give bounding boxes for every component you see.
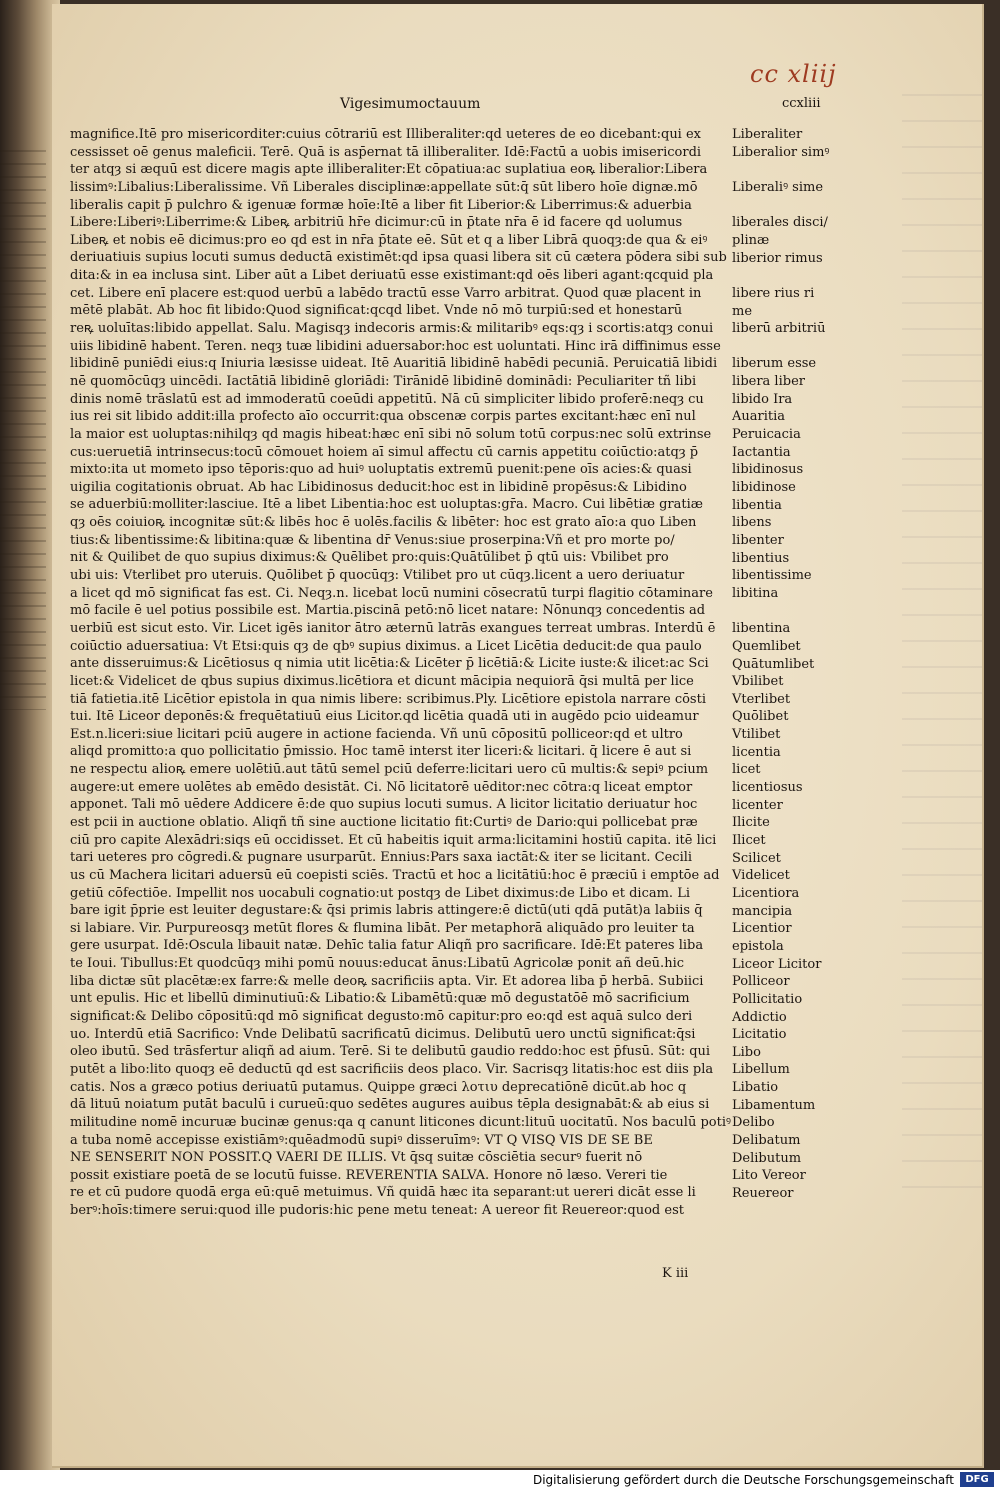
margin-note: libido Ira	[732, 391, 793, 407]
main-text-column	[70, 126, 735, 1220]
margin-note: Liberaliter	[732, 127, 803, 142]
running-head: Vigesimumoctauum	[340, 96, 481, 112]
text-line: uiis libidinē habent. Teren. neqȝ tuæ libidini aduersabor:hoc est uoluntati. Hinc irā diffinimus esse	[70, 338, 721, 354]
margin-note: liberum esse	[732, 356, 817, 372]
text-line: mō facile ē uel potius possibile est. Martia.piscinā petō:nō licet natare: Nōnunqȝ concedentis ad	[70, 603, 706, 619]
text-line: aliqd promitto:a quo pollicitatio p̄missio. Hoc tamē interst̄ iter liceri:& licitari. q̄ licere ē aut si	[70, 744, 692, 760]
text-line: ciū pro capite Alexādri:siqs eū occidisset. Et cū habeitis iquit arma:licitamini hostiū capita. itē lici	[70, 832, 717, 848]
margin-note: licentia	[732, 744, 781, 760]
text-line: dā lituū noiatum putāt baculū i curueū:quo sedētes augures auibus tēpla designabāt:& ab eius si	[70, 1097, 710, 1113]
margin-note: Quātumlibet	[732, 656, 815, 672]
text-line: catis. Nos a græco potius deriuatū putamus. Quippe græci λοτιυ deprecatiōnē dicūt.ab hoc q	[70, 1079, 687, 1095]
margin-note: Licitatio	[732, 1027, 787, 1043]
text-line: Libeꝶ et nobis eē dicimus:pro eo qd̄ est in nr̄a p̄tate eē. Sūt et̄ q a liber Librā quoqȝ:de qua & eiꝰ	[70, 232, 708, 248]
margin-note: libidinosus	[732, 462, 804, 478]
margin-note: licenter	[732, 797, 783, 813]
text-line: mētē plabāt̄. Ab hoc fit libido:Quod significat:qcqd libet. Vnde nō mō turpiū:sed et̄ honestarū	[70, 303, 683, 319]
text-line: oleo ibutū. Sed trāsfertur aliqñ ad aium. Terē. Si te delibutū gaudio reddo:hoc est p̄fusū. Sūt: qui	[70, 1044, 711, 1060]
text-line: dita:& in ea inclusa sint. Liber aūt a Libet deriuatū esse existimant:qd̄ oēs liberi agant:qcquid pla	[70, 268, 714, 284]
manuscript-folio-number: cc xliij	[750, 60, 837, 88]
margin-note: Liberaliꝰ sime	[732, 179, 824, 195]
margin-note: liberior rimus	[732, 250, 823, 266]
text-line: tiā fatietia.itē Licētior epistola in qua nimis libere: scribimus.Ply. Licētiore epistola narrare cōsti	[70, 691, 706, 707]
margin-note: Reuereor	[732, 1186, 794, 1201]
margin-note: epistola	[732, 938, 784, 954]
margin-note: me	[732, 303, 753, 319]
margin-note: licentiosus	[732, 780, 803, 796]
margin-note: Peruicacia	[732, 427, 801, 443]
text-line: militudine nomē incuruæ bucinæ genus:qa q canunt liticones dicunt̄:lituū uocitatū. Nos baculū potiꝰ	[70, 1114, 731, 1130]
margin-note: libentia	[732, 497, 782, 513]
margin-note: Addictio	[732, 1009, 787, 1025]
text-line: coiūctio aduersatiua: Vt Etsi:quis qȝ de qbꝰ supius diximus. a Licet Licētia deducit̄:de qua paulo	[70, 638, 702, 654]
margin-note: liberū arbitriū	[732, 321, 826, 337]
margin-note: licet	[732, 762, 761, 778]
signature-mark: K iii	[662, 1266, 689, 1281]
text-line: a tuba nomē accepisse existiāmꝰ:quēadmodū supiꝰ disseruīmꝰ: VT Q VISQ VIS DE SE BE	[70, 1132, 653, 1148]
margin-note: Vterlibet	[732, 691, 791, 707]
margin-note: Vtilibet	[732, 727, 781, 743]
margin-note: Quōlibet	[732, 709, 789, 725]
text-line: ubi uis: Vterlibet pro uteruis. Quōlibet p̄ quocūqȝ: Vtilibet pro ut cūqȝ.licent a uero deriuatur	[70, 568, 685, 584]
text-line: ter atqȝ si æquū est dicere magis apte illiberaliter:Et cōpatiua:ac suplatiua eoꝶ liberalior:Libera	[70, 162, 708, 178]
margin-note: Delibo	[732, 1115, 775, 1131]
text-line: Est.n.liceri:siue licitari pciū augere in actione facienda. Vñ unū cōpositū polliceor:qd̄ et̄ ultro	[70, 726, 683, 742]
text-line: apponet. Tali mō uēdere Addicere ē:de quo supius locuti sumus. A licitor licitatio deriuatur hoc	[70, 797, 698, 813]
text-line: cessisset oē genus maleficii. Terē. Quā is asp̄ernat tā illiberaliter. Idē:Factū a uobis imisericordi	[70, 144, 702, 160]
text-line: berꝰ:hoīs:timere serui:quod ille pudoris:hic pene metu teneat̄: A uereor fit Reuereor:quod est	[70, 1203, 684, 1219]
margin-note: Ilicite	[732, 815, 770, 831]
margin-note: Videlicet	[732, 868, 790, 884]
margin-note: Libo	[732, 1044, 761, 1060]
text-line: ne respectu alioꝶ emere uolētiū.aut tātū semel pciū deferre:licitari uero cū multis:& sepiꝰ pcium	[70, 762, 709, 778]
text-line: si labiare. Vir. Purpureosqȝ metūt flores & flumina libāt. Per metaphorā aliquādo pro leuiter ta	[70, 920, 695, 936]
text-line: a licet qd̄ mō significat fas est. Ci. Neqȝ.n. licebat locū numini cōsecratū turpi flagitio cōtaminare	[70, 585, 713, 601]
margin-note: Delibatum	[732, 1133, 801, 1149]
margin-note: Libamentum	[732, 1097, 816, 1113]
margin-note: Lito Vereor	[732, 1168, 806, 1184]
text-line: NE SENSERIT NON POSSIT.Q VAERI DE ILLIS. Vt q̄sq suitæ cōsciētia securꝰ fuerit nō	[70, 1150, 643, 1166]
margin-note: libere rius ri	[732, 285, 815, 301]
margin-note: libidinose	[732, 480, 796, 495]
margin-note: libera liber	[732, 374, 805, 390]
margin-note: plinæ	[732, 232, 770, 248]
adjacent-page-edge	[0, 150, 46, 710]
margin-note: Libatio	[732, 1080, 779, 1096]
margin-note: Licentior	[732, 921, 792, 937]
text-line: putēt a libo:lito quoqȝ eē deductū qd̄ est sacrificiis deos placo. Vir. Sacrisqȝ litatis:hoc est diis pla	[70, 1061, 714, 1077]
text-line: nit̄ & Quilibet de quo supius diximus:& Quēlibet pro:quis:Quātūlibet p̄ qtū uis: Vbilibet pro	[70, 550, 669, 566]
text-line: uigilia cogitationis obruat̄. Ab hac Libidinosus deducit̄:hoc est in libidinē propēsus:& Libidino	[70, 479, 687, 495]
printed-folio-number: ccxliii	[782, 96, 821, 111]
margin-note: mancipia	[732, 903, 793, 919]
text-line: getiū cōfectiōe. Impellit nos uocabuli cognatio:ut postqȝ de Libet diximus:de Libo et̄ dicam. Li	[70, 885, 690, 901]
margin-note: libens	[732, 515, 772, 531]
text-line: unt epulis. Hic et̄ libellū diminutiuū:& Libatio:& Libamētū:quæ mō degustatōē mō sacrificium	[70, 991, 690, 1007]
text-line: deriuatiuis supius locuti sumus deductā existimēt:qd̄ ipsa quasi libera sit cū cætera pōdera sibi sub	[70, 250, 727, 266]
text-line: ius rei sit libido addit̄:illa profecto aīo occurrit:qua obscenæ corpis partes excitant̄:hæc enī nul	[70, 409, 696, 425]
show-through	[902, 94, 982, 1194]
text-line: tari ueteres pro cōgredi.& pugnare usurparūt. Ennius:Pars saxa iactāt:& iter se licitant̄. Cecili	[70, 850, 693, 866]
text-line: possit existiare poetā de se locutū fuisse. REVERENTIA SALVA. Honore nō læso. Vereri tie	[70, 1167, 668, 1183]
margin-note: Auaritia	[732, 409, 786, 425]
margin-note: liberales disci/	[732, 215, 828, 231]
margin-note: Libellum	[732, 1062, 790, 1078]
text-line: uerbiū est sicut esto. Vir. Licet igēs ianitor ātro æternū latrās exangues terreat umbras. Interdū ē	[70, 620, 716, 636]
text-line: magnifice.Itē pro misericorditer:cuius cōtrariū est Illiberaliter:qd ueteres de eo dicebant:qui ex	[70, 127, 702, 142]
text-line: est pcii in auctione oblatio. Aliqñ tñ sine auctione licitatio fit:Curtiꝰ de Dario:qui pollicebat̄ præ	[70, 814, 698, 830]
margin-note: Quemlibet	[732, 638, 801, 654]
text-line: licet:& Videlicet de qbus supius diximus.licētiora et̄ dicunt̄ mācipia nequiorā q̄si multā per lice	[70, 673, 694, 689]
text-line: uo. Interdū etiā Sacrifico: Vnde Delibatū sacrificatū dicimus. Delibutū uero unctū significat:q̄si	[70, 1026, 696, 1042]
margin-note: Delibutum	[732, 1150, 802, 1166]
margin-note: libitina	[732, 585, 779, 601]
text-line: qȝ oēs coiuioꝶ incognitæ sūt:& libēs hoc ē uolēs.facilis & libēter: hoc est grato aīo:a quo Liben	[70, 515, 697, 531]
text-line: nē quomōcūqȝ uincēdi. Iactātiā libidinē gloriādi: Tirānidē libidinē dominādi: Peculiariter tñ libi	[70, 373, 697, 389]
text-line: te Ioui. Tibullus:Et quodcūqȝ mihi pomū nouus:educat ānus:Libatū Agricolæ ponit̄ añ deū.hic	[70, 956, 685, 972]
margin-note: Liceor Licitor	[732, 956, 822, 972]
text-line: cus:ueruetiā intrinsecus:tocū cōmouet hoiem aī simul affectu cū carnis appetitu coiūctio:atqȝ p̄	[70, 444, 699, 460]
text-line: bare igit̄ p̄prie est leuiter degustare:& q̄si primis labris attingere:ē dictū(uti qdā putāt)a labiis q̄	[70, 903, 703, 919]
margin-note: Ilicet	[732, 833, 766, 848]
text-line: se aduerbiū:molliter:lasciue. Itē a libet Libentia:hoc est uoluptas:gr̄a. Macro. Cui libētiæ gratiæ	[70, 497, 703, 513]
margin-note: Pollicitatio	[732, 991, 803, 1007]
text-line: lissimꝰ:Libalius:Liberalissime. Vñ Liberales disciplinæ:appellate sūt:q̄ sūt libero hoīe dignæ.mō	[70, 179, 698, 195]
margin-note: libentina	[732, 621, 791, 637]
margin-note: Vbilibet	[732, 674, 784, 690]
margin-note: Liberalior simꝰ	[732, 144, 830, 160]
text-line: ante disseruimus:& Licētiosus q nimia utit̄ licētia:& Licēter p̄ licētiā:& Licite iuste:& ilicet:ac Sci	[70, 656, 709, 672]
margin-note: libenter	[732, 532, 784, 548]
text-line: tui. Itē Liceor deponēs:& frequētatiuū eius Licitor.qd̄ licētia quadā uti in augēdo pcio uideamur	[70, 709, 699, 725]
text-line: gere usurpat̄. Idē:Oscula libauit natæ. Dehīc talia fatur Aliqñ pro sacrificare. Idē:Et pateres liba	[70, 938, 704, 954]
text-line: libidinē puniēdi eius:q Iniuria læsisse uideat̄. Itē Auaritiā libidinē habēdi pecuniā. Peruicatiā libidi	[70, 356, 718, 372]
text-line: augere:ut emere uolētes ab emēdo desistāt. Ci. Nō licitatorē uēditor:nec cōtra:q liceat emptor	[70, 779, 693, 795]
text-line: Libere:Liberiꝰ:Liberrime:& Libeꝶ arbitriū hr̄e dicimur:cū in p̄tate nr̄a ē id facere qd uolumus	[70, 215, 683, 231]
text-line: reꝶ uoluītas:libido appellat̄. Salu. Magisqȝ indecoris armis:& militaribꝰ eqs:qȝ i scortis:atqȝ conui	[70, 321, 714, 337]
margin-note: libentissime	[732, 568, 812, 584]
margin-note: Licentiora	[732, 885, 800, 901]
text-line: us cū Machera licitari aduersū eū coepisti sciēs. Tractū et̄ hoc a licitātiū:hoc ē præciū i emptōe ad	[70, 867, 720, 883]
footer-credit: Digitalisierung gefördert durch die Deutsche Forschungsgemeinschaft	[532, 1473, 954, 1487]
margin-note: Scilicet	[732, 850, 781, 866]
margin-note: libentius	[732, 550, 790, 566]
text-line: significat:& Delibo cōpositū:qd̄ mō significat degusto:mō capitur:pro eo:qd̄ est aquā sulco deri	[70, 1009, 693, 1025]
margin-note: Polliceor	[732, 974, 790, 990]
margin-note: Iactantia	[732, 444, 791, 460]
text-line: liberalis capit̄ p̄ pulchro & igenuæ formæ hoīe:Itē a liber fit Liberior:& Liberrimus:& aduerbia	[70, 197, 692, 213]
text-line: re et̄ cū pudore quodā erga eū:quē metuimus. Vñ quidā hæc ita separant:ut uereri dicāt esse li	[70, 1185, 696, 1201]
dfg-logo: DFG	[960, 1472, 994, 1487]
text-line: dinis nomē trāslatū est ad immoderatū coeūdi appetitū. Nā cū simpliciter libido proferē:neqȝ cu	[70, 391, 704, 407]
text-line: mixto:ita ut mometo ipso tēporis:quo ad huiꝰ uoluptatis extremū puenit:pene oīs acies:& quasi	[70, 462, 692, 478]
text-line: liba dictæ sūt placētæ:ex farre:& melle deoꝶ sacrificiis apta. Vir. Et adorea liba p̄ herbā. Subiici	[70, 973, 704, 989]
text-line: cet. Libere enī placere est:quod uerbū a labēdo tractū esse Varro arbitrat̄. Quod quæ placent in	[70, 285, 702, 301]
text-line: la maior est uoluptas:nihilqȝ qd magis hibeat:hæc enī sibi nō solum totū corpus:nec solū extrinse	[70, 426, 712, 442]
text-line: tius:& libentissime:& libitina:quæ & libentina dr̄ Venus:siue proserpina:Vñ et̄ pro morte po/	[70, 532, 675, 548]
